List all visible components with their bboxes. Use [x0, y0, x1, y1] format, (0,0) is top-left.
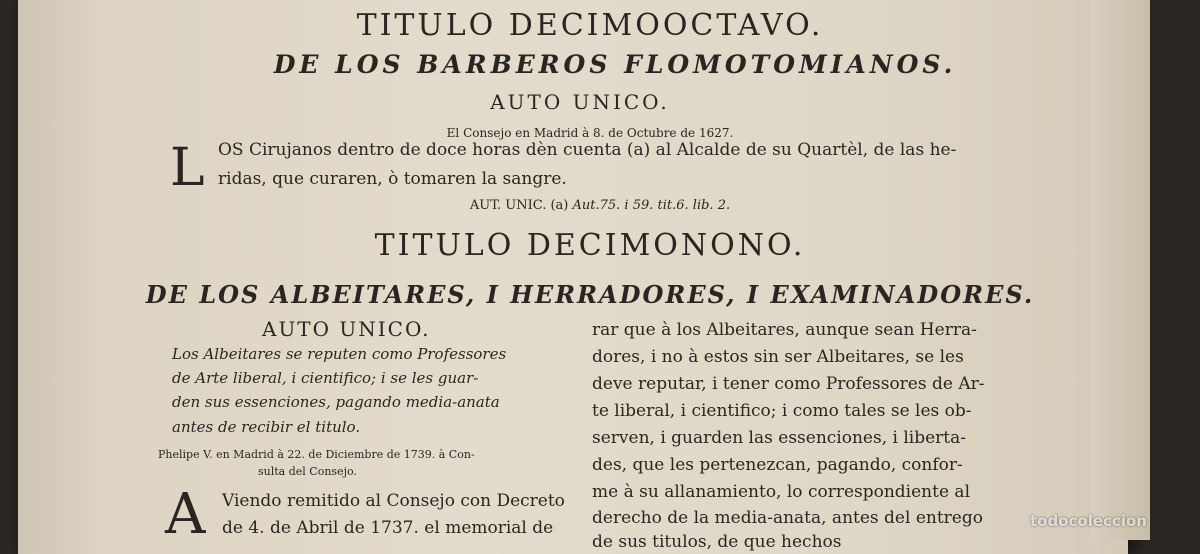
body-line: derecho de la media-anata, antes del entrego	[592, 508, 983, 528]
date-line-18: El Consejo en Madrid à 8. de Octubre de 1627.	[446, 126, 734, 140]
body-line: des, que les pertenezcan, pagando, confor-	[592, 455, 963, 475]
citation-ref: Aut.75. i 59. tit.6. lib. 2.	[572, 198, 731, 213]
subtitle-18: DE LOS BARBEROS FLOMOTOMIANOS.	[273, 50, 957, 79]
summary-line: antes de recibir el titulo.	[172, 418, 361, 436]
body-line: ridas, que curaren, ò tomaren la sangre.	[218, 169, 567, 189]
body-line: OS Cirujanos dentro de doce horas dèn cuenta (a) al Alcalde de su Quartèl, de las he-	[218, 140, 957, 160]
title-19: TITULO DECIMONONO.	[374, 228, 806, 263]
body-line: te liberal, i cientifico; i como tales se les ob-	[592, 401, 972, 421]
drop-cap-initial: L	[170, 138, 205, 198]
summary-line: Los Albeitares se reputen como Professores	[172, 345, 507, 363]
body-line: de 4. de Abril de 1737. el memorial de	[222, 518, 554, 538]
citation-prefix: AUT. UNIC. (a)	[469, 198, 569, 213]
body-line: dores, i no à estos sin ser Albeitares, se les	[592, 347, 964, 367]
auto-heading-18: AUTO UNICO.	[490, 90, 670, 114]
body-line: me à su allanamiento, lo correspondiente al	[592, 482, 971, 502]
subtitle-19: DE LOS ALBEITARES, I HERRADORES, I EXAMINADORES.	[145, 280, 1035, 309]
watermark: todocoleccion	[1030, 512, 1147, 530]
body-line: rar que à los Albeitares, aunque sean Herra-	[592, 320, 977, 340]
drop-cap-initial: A	[165, 482, 206, 547]
auto-heading-19: AUTO UNICO.	[262, 317, 431, 341]
body-line: deve reputar, i tener como Professores de Ar-	[592, 374, 985, 394]
underlying-page-edge	[1090, 0, 1150, 540]
citation-18	[0, 198, 1200, 213]
summary-line: de Arte liberal, i cientifico; i se les guar-	[172, 369, 479, 387]
body-line: de sus titulos, de que hechos	[592, 532, 842, 552]
body-line: Viendo remitido al Consejo con Decreto	[222, 491, 565, 511]
title-18: TITULO DECIMOOCTAVO.	[356, 8, 824, 43]
summary-line: den sus essenciones, pagando media-anata	[172, 393, 500, 411]
date-line-19: Phelipe V. en Madrid à 22. de Diciembre de 1739. à Con-	[158, 448, 475, 461]
date-line-19: sulta del Consejo.	[258, 465, 357, 478]
body-line: serven, i guarden las essenciones, i liberta-	[592, 428, 967, 448]
